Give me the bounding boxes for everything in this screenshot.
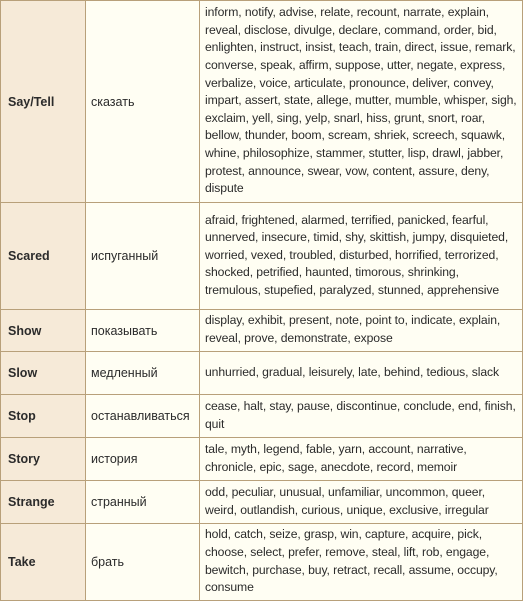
table-row (1, 352, 523, 395)
english-word: Slow (1, 352, 86, 395)
english-word: Strange (1, 481, 86, 524)
english-word: Stop (1, 395, 86, 438)
english-word: Story (1, 438, 86, 481)
table-row (1, 481, 523, 524)
russian-translation: брать (86, 524, 200, 601)
english-word: Scared (1, 203, 86, 310)
synonym-list: afraid, frightened, alarmed, terrified, panicked, fearful, unnerved, insecure, timid, shy, skittish, jumpy, disquieted, worried, vexed, troubled, disturbed, horrified, terrorized, shocked, petrified, haunted, timorous, shrinking, tremulous, stupefied, paralyzed, stunned, apprehensive (200, 203, 523, 310)
table-row (1, 395, 523, 438)
table-row (1, 524, 523, 601)
english-word: Take (1, 524, 86, 601)
russian-translation: останавливаться (86, 395, 200, 438)
table-row (1, 1, 523, 203)
synonym-list: hold, catch, seize, grasp, win, capture, acquire, pick, choose, select, prefer, remove, steal, lift, rob, engage, bewitch, purchase, buy, retract, recall, assume, occupy, consume (200, 524, 523, 601)
english-word: Show (1, 310, 86, 352)
table-row (1, 203, 523, 310)
synonym-list: cease, halt, stay, pause, discontinue, conclude, end, finish, quit (200, 395, 523, 438)
table-row (1, 438, 523, 481)
russian-translation: показывать (86, 310, 200, 352)
russian-translation: сказать (86, 1, 200, 203)
russian-translation: медленный (86, 352, 200, 395)
russian-translation: испуганный (86, 203, 200, 310)
table-row (1, 310, 523, 352)
synonym-list: unhurried, gradual, leisurely, late, behind, tedious, slack (200, 352, 523, 395)
russian-translation: странный (86, 481, 200, 524)
synonym-list: odd, peculiar, unusual, unfamiliar, uncommon, queer, weird, outlandish, curious, unique, exclusive, irregular (200, 481, 523, 524)
russian-translation: история (86, 438, 200, 481)
synonym-list: tale, myth, legend, fable, yarn, account, narrative, chronicle, epic, sage, anecdote, record, memoir (200, 438, 523, 481)
synonym-list: inform, notify, advise, relate, recount, narrate, explain, reveal, disclose, divulge, declare, command, order, bid, enlighten, instruct, insist, teach, train, direct, issue, remark, converse, speak, affirm, suppose, utter, negate, express, verbalize, voice, articulate, pronounce, deliver, convey, impart, assert, state, allege, mutter, mumble, whisper, sigh, exclaim, yell, sing, yelp, snarl, hiss, grunt, snort, roar, bellow, thunder, boom, scream, shriek, screech, squawk, whine, philosophize, stammer, stutter, lisp, drawl, jabber, protest, announce, swear, vow, content, assure, deny, dispute (200, 1, 523, 203)
synonym-list: display, exhibit, present, note, point to, indicate, explain, reveal, prove, demonstrate, expose (200, 310, 523, 352)
english-word: Say/Tell (1, 1, 86, 203)
